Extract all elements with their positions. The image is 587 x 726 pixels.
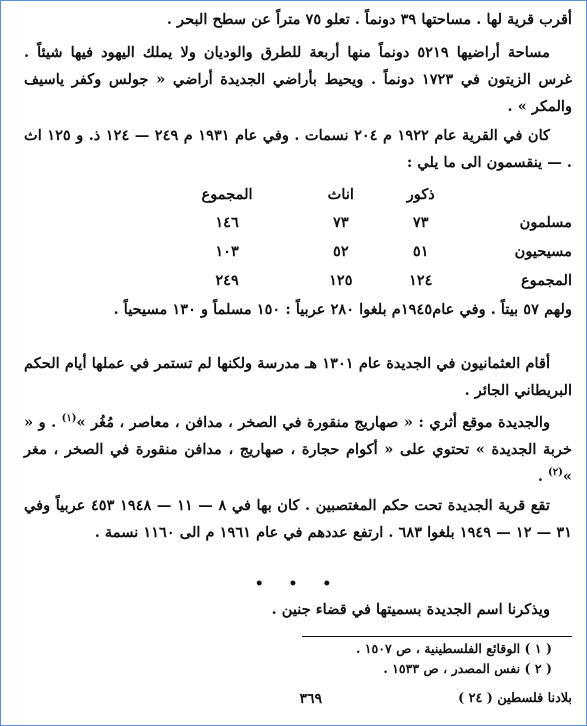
section-separator: • • • xyxy=(254,576,342,592)
row-label: المجموع xyxy=(520,272,572,289)
table-cell: ١٠٣ xyxy=(215,243,239,260)
footnote-ref-1: (١) xyxy=(61,413,77,425)
table-cell: ٢٤٩ xyxy=(215,272,239,289)
column-header-males: ذكور xyxy=(406,185,435,203)
line-top: أقرب قرية لها . مساحتها ٣٩ دونماً . تعلو ٧٥ متراً عن سطح البحر . xyxy=(166,11,572,28)
paragraph-1945: ولهم ٥٧ بيتاً . وفي عام١٩٤٥م بلغوا ٢٨٠ عربياً : ١٥٠ مسلماً و ١٣٠ مسيحياً . xyxy=(113,301,572,318)
footnote-divider xyxy=(302,636,572,637)
row-label: مسيحيون xyxy=(514,243,572,260)
table-row xyxy=(152,266,572,295)
occupation-paragraph: تقع قرية الجديدة تحت حكم المغتصبين . كان بها في ٨ — ١١ — ١٩٤٨ ٤٥٣ عربياً وفي ٣١ — ١٢ — ١٩٤٩ بلغوا ٦٨٣ . ارتفع عددهم في عام ١٩٦١ م الى ١١٦٠ نسمة . xyxy=(24,497,572,541)
column-header-females: اناث xyxy=(327,185,354,203)
table-cell: ٧٣ xyxy=(332,214,349,231)
site-text-c: . xyxy=(537,468,549,485)
table-cell: ٥٢ xyxy=(332,243,349,260)
table-header-row xyxy=(152,180,572,208)
area-paragraph: مساحة أراضيها ٥٢١٩ دونماً منها أربعة للطرق والوديان ولا يملك اليهود فيها شيئاً . غرس الزيتون في ١٧٢٣ دونماً . ويحيط بأراضي الجديدة أراضي « جولس وكفر ياسيف والمكر » . xyxy=(24,44,573,115)
book-title: بلادنا فلسطين ( ٢٤ ) xyxy=(458,691,572,706)
footnote-ref-2: (٢) xyxy=(548,467,563,479)
table-cell: ١٢٤ xyxy=(409,272,433,289)
page-footer xyxy=(24,689,572,709)
population-table xyxy=(152,180,572,295)
table-row xyxy=(152,237,572,266)
footnote-1: ( ١ ) الوقائع الفلسطينية ، ص ١٥٠٧ . xyxy=(355,641,552,656)
table-cell: ٧٣ xyxy=(412,214,429,231)
table-row xyxy=(152,208,572,237)
footnotes xyxy=(24,639,552,679)
footnote-2: ( ٢ ) نفس المصدر ، ص ١٥٣٣ . xyxy=(383,661,552,676)
note-paragraph: ويذكرنا اسم الجديدة بسميتها في قضاء جنين . xyxy=(271,601,550,618)
document-page xyxy=(24,6,572,718)
table-cell: ١٢٥ xyxy=(329,272,353,289)
site-text-a: والجديدة موقع أثري : « صهاريج منقورة في الصخر ، مدافن ، معاصر ، مُغُر » xyxy=(76,414,550,431)
table-corner xyxy=(462,180,572,208)
site-text-b: . و « خربة الجديدة » تحتوي على « أكوام حجارة ، صهاريج ، مدافن منقورة في الصخر ، مغر » xyxy=(24,414,572,485)
row-label: مسلمون xyxy=(519,214,572,231)
ottoman-paragraph: أقام العثمانيون في الجديدة عام ١٣٠١ هـ مدرسة ولكنها لم تستمر في عملها أيام الحكم البريطاني الجائر . xyxy=(24,355,572,399)
table-cell: ٥١ xyxy=(412,243,429,260)
table-cell: ١٤٦ xyxy=(215,214,239,231)
population-paragraph: كان في القرية عام ١٩٢٢ م ٢٠٤ نسمات . وفي عام ١٩٣١ م ٢٤٩ — ١٢٤ ذ. و ١٢٥ اث . — ينقسمون الى ما يلي : xyxy=(24,127,572,171)
archaeological-site-paragraph xyxy=(24,409,572,490)
page-number: ٣٦٩ xyxy=(299,691,322,707)
column-header-total: المجموع xyxy=(201,185,253,203)
